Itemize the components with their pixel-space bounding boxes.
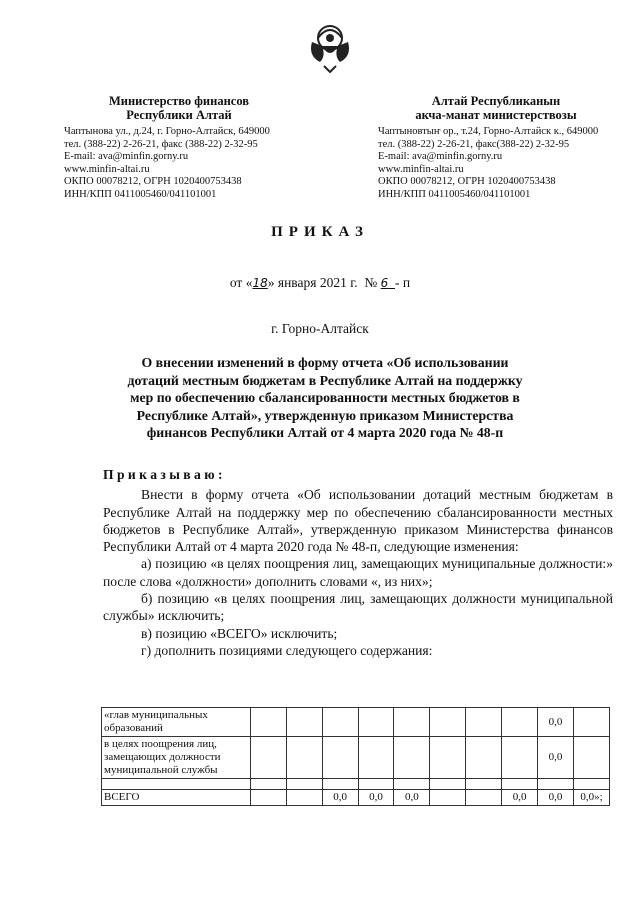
phone: тел. (388-22) 2-26-21, факс(388-22) 2-32-95 — [378, 138, 570, 150]
item-a: а) позицию «в целях поощрения лиц, замещающих муниципальные должности:» после слова «должности» дополнить словами «, из них»; — [103, 556, 613, 589]
item-b: б) позицию «в целях поощрения лиц, замещающих должности муниципальной службы» исключить; — [103, 591, 613, 624]
address: Чаптынова ул., д.24, г. Горно-Алтайск, 649000 — [64, 126, 270, 137]
handwritten-day: 18 — [252, 276, 268, 290]
website: www.minfin-altai.ru — [64, 163, 150, 175]
item-v: в) позицию «ВСЕГО» исключить; — [141, 625, 338, 641]
org-name-alt: Алтай Республиканын акча-манат министерствозы — [415, 94, 577, 122]
table-row: ВСЕГО 0,0 0,0 0,0 0,0 0,0 0,0»; — [102, 790, 610, 806]
phone: тел. (388-22) 2-26-21, факс (388-22) 2-32-95 — [64, 138, 258, 150]
okpo: ОКПО 00078212, ОГРН 1020400753438 — [64, 176, 242, 187]
table-row: в целях поощрения лиц, замещающих должности муниципальной службы 0,0 — [102, 737, 610, 779]
table-row: «глав муниципальных образований 0,0 — [102, 708, 610, 737]
city: г. Горно-Алтайск — [271, 321, 369, 336]
inn: ИНН/КПП 0411005460/041101001 — [64, 188, 217, 200]
email: E-mail: ava@minfin.gorny.ru — [64, 151, 189, 162]
website: www.minfin-altai.ru — [378, 163, 464, 175]
row-label: «глав муниципальных образований — [102, 708, 251, 737]
row-label: в целях поощрения лиц, замещающих должности муниципальной службы — [102, 737, 251, 779]
org-name-ru: Министерство финансов Республики Алтай — [108, 94, 250, 122]
email: E-mail: ava@minfin.gorny.ru — [378, 151, 503, 162]
header-left — [64, 94, 334, 201]
header-right — [378, 94, 640, 201]
coat-of-arms-emblem — [300, 16, 360, 76]
order-subject: О внесении изменений в форму отчета «Об использовании дотаций местным бюджетам в Республике Алтай на поддержку мер по обеспечению сбалансированности местных бюджетов в Республике Алтай», утвержденную приказом Министерства финансов Республики Алтай от 4 марта 2020 года № 48-п — [127, 355, 523, 440]
inn: ИНН/КПП 0411005460/041101001 — [378, 188, 531, 200]
handwritten-number: 6 — [380, 276, 389, 290]
okpo: ОКПО 00078212, ОГРН 1020400753438 — [378, 176, 556, 187]
address: Чаптыновтыҥ ор., т.24, Горно-Алтайск к., 649000 — [378, 126, 599, 137]
prikazyvayu: Приказываю: — [103, 467, 226, 482]
order-body — [103, 466, 613, 659]
document-title: ПРИКАЗ — [271, 224, 369, 240]
row-label: ВСЕГО — [102, 790, 251, 806]
paragraph-intro: Внести в форму отчета «Об использовании дотаций местным бюджетам в Республике Алтай на поддержку мер по обеспечению сбалансированности местных бюджетов в Республике Алтай», утвержденную приказом Министерства финансов Республики Алтай от 4 марта 2020 года № 48-п, следующие изменения: — [103, 487, 613, 555]
item-g: г) дополнить позициями следующего содержания: — [141, 642, 433, 658]
positions-table — [101, 707, 610, 806]
order-date-line: от «18» января 2021 г. № 6 - п — [229, 275, 411, 290]
table-row — [102, 779, 610, 790]
